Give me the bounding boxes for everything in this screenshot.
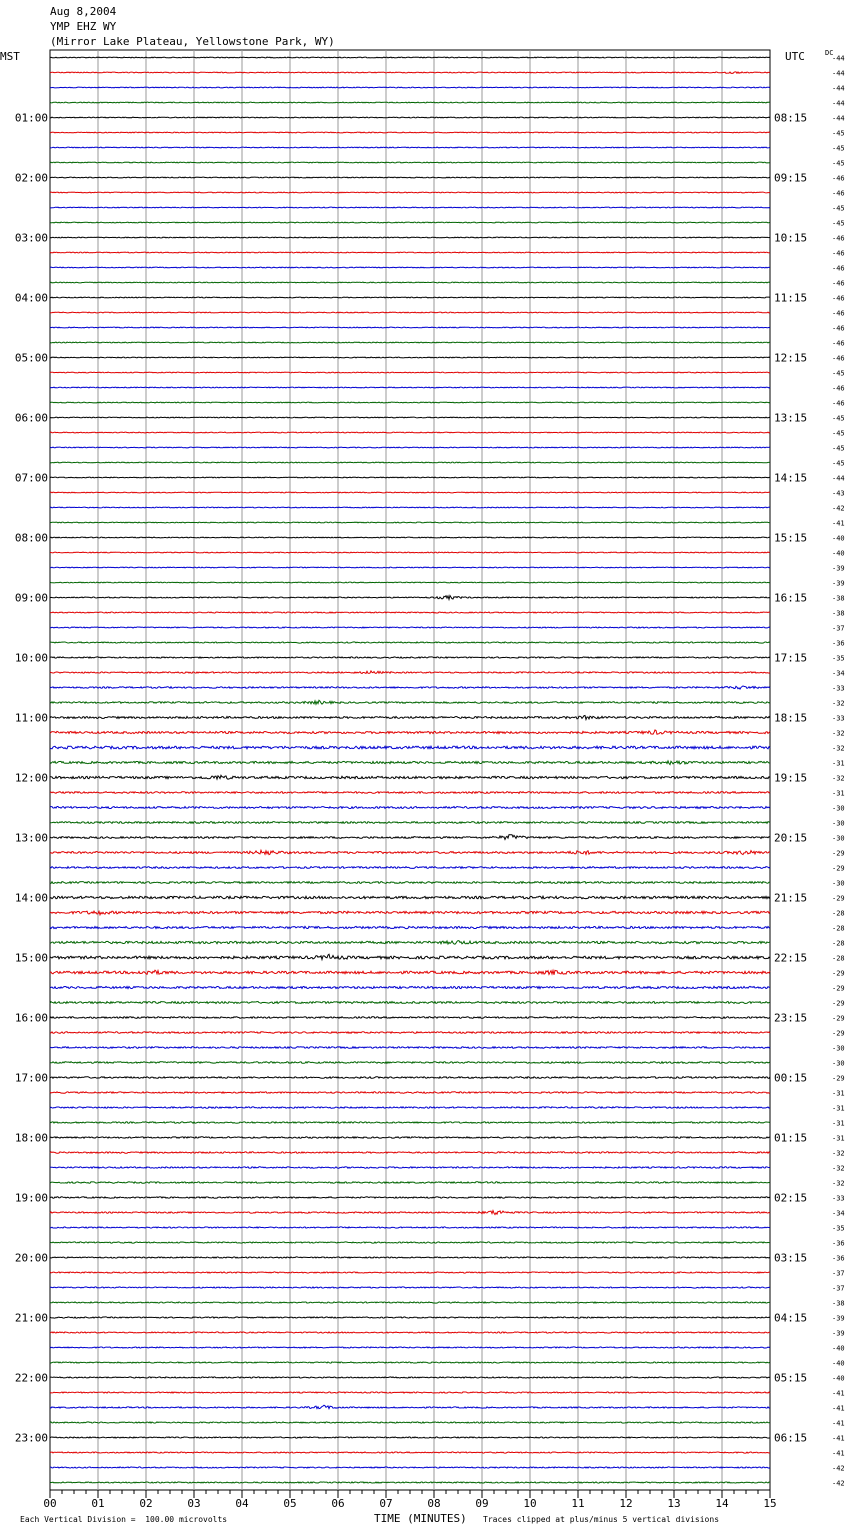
seismic-trace	[50, 1182, 770, 1183]
dc-offset-label: -45	[832, 129, 845, 138]
seismic-trace	[50, 1405, 770, 1409]
dc-offset-label: -41	[832, 1449, 845, 1458]
x-tick-label: 10	[523, 1497, 537, 1510]
seismic-trace	[50, 1227, 770, 1228]
left-time-label: 18:00	[14, 1131, 48, 1145]
right-time-label: 05:15	[774, 1371, 808, 1385]
seismic-trace	[50, 477, 770, 478]
seismic-trace	[50, 1317, 770, 1318]
dc-offset-label: -45	[832, 159, 845, 168]
seismic-trace	[50, 282, 770, 283]
dc-offset-label: -46	[832, 234, 845, 243]
dc-offset-label: -28	[832, 924, 845, 933]
seismic-trace	[50, 342, 770, 343]
right-time-label: 03:15	[774, 1251, 808, 1265]
x-tick-label: 09	[475, 1497, 489, 1510]
left-time-label: 08:00	[14, 531, 48, 545]
seismic-trace	[50, 252, 770, 253]
dc-offset-label: -39	[832, 564, 845, 573]
seismic-trace	[50, 716, 770, 720]
left-time-label: 23:00	[14, 1431, 48, 1445]
seismic-trace	[50, 1017, 770, 1019]
dc-offset-label: -44	[832, 99, 845, 108]
dc-offset-label: -31	[832, 759, 845, 768]
dc-offset-label: -34	[832, 1209, 845, 1218]
right-time-label: 10:15	[774, 231, 808, 245]
dc-offset-label: -32	[832, 1149, 845, 1158]
seismic-trace	[50, 222, 770, 223]
dc-offset-label: -46	[832, 249, 845, 258]
seismic-trace	[50, 807, 770, 809]
dc-offset-label: -46	[832, 384, 845, 393]
seismic-trace	[50, 627, 770, 628]
right-time-label: 19:15	[774, 771, 808, 785]
seismic-trace	[50, 117, 770, 118]
left-time-label: 07:00	[14, 471, 48, 485]
dc-offset-label: -44	[832, 114, 845, 123]
seismic-trace	[50, 700, 770, 704]
right-time-label: 15:15	[774, 531, 808, 545]
left-time-label: 15:00	[14, 951, 48, 965]
seismic-trace	[50, 387, 770, 388]
seismic-trace	[50, 312, 770, 313]
seismic-trace	[50, 552, 770, 553]
dc-offset-label: -45	[832, 414, 845, 423]
right-time-label: 14:15	[774, 471, 808, 485]
seismic-trace	[50, 822, 770, 824]
seismic-trace	[50, 1332, 770, 1333]
seismic-trace	[50, 850, 770, 854]
dc-offset-label: -33	[832, 684, 845, 693]
seismic-trace	[50, 492, 770, 493]
seismic-trace	[50, 792, 770, 794]
dc-offset-label: -39	[832, 579, 845, 588]
dc-offset-label: -30	[832, 819, 845, 828]
seismic-trace	[50, 730, 770, 734]
dc-offset-label: -30	[832, 1044, 845, 1053]
seismic-trace	[50, 954, 770, 959]
seismic-trace	[50, 57, 770, 58]
seismic-trace	[50, 1422, 770, 1423]
seismic-trace	[50, 267, 770, 268]
seismic-trace	[50, 867, 770, 869]
dc-offset-label: -46	[832, 324, 845, 333]
dc-offset-label: -29	[832, 969, 845, 978]
seismic-trace	[50, 612, 770, 613]
dc-offset-label: -33	[832, 1194, 845, 1203]
dc-offset-label: -46	[832, 294, 845, 303]
dc-offset-label: -40	[832, 1374, 845, 1383]
dc-offset-label: -45	[832, 144, 845, 153]
dc-offset-label: -41	[832, 1404, 845, 1413]
x-tick-label: 13	[667, 1497, 681, 1510]
seismic-trace	[50, 507, 770, 508]
dc-offset-label: -42	[832, 1479, 845, 1488]
dc-offset-label: -36	[832, 1254, 845, 1263]
seismic-trace	[50, 162, 770, 163]
header-date: Aug 8,2004	[50, 5, 117, 18]
seismic-trace	[50, 417, 770, 418]
seismic-trace	[50, 596, 770, 600]
seismic-trace	[50, 1002, 770, 1004]
seismic-trace	[50, 1077, 770, 1079]
dc-offset-label: -36	[832, 639, 845, 648]
dc-offset-label: -32	[832, 774, 845, 783]
seismic-trace	[50, 1242, 770, 1243]
left-time-label: 03:00	[14, 231, 48, 245]
right-time-label: 16:15	[774, 591, 808, 605]
dc-offset-label: -35	[832, 1224, 845, 1233]
footer-clip-note: Traces clipped at plus/minus 5 vertical divisions	[483, 1515, 720, 1524]
dc-offset-label: -45	[832, 369, 845, 378]
seismic-trace	[50, 1122, 770, 1123]
left-time-label: 02:00	[14, 171, 48, 185]
dc-offset-label: -41	[832, 1434, 845, 1443]
dc-offset-label: -34	[832, 669, 845, 678]
left-time-label: 19:00	[14, 1191, 48, 1205]
left-time-label: 04:00	[14, 291, 48, 305]
dc-offset-label: -29	[832, 849, 845, 858]
dc-offset-label: -29	[832, 1074, 845, 1083]
seismic-trace	[50, 1047, 770, 1049]
x-tick-label: 14	[715, 1497, 729, 1510]
dc-offset-label: -38	[832, 1299, 845, 1308]
dc-offset-label: -37	[832, 1284, 845, 1293]
left-time-label: 21:00	[14, 1311, 48, 1325]
seismic-trace	[50, 297, 770, 298]
seismic-trace	[50, 1152, 770, 1153]
left-time-label: 09:00	[14, 591, 48, 605]
dc-offset-label: -45	[832, 429, 845, 438]
seismic-trace	[50, 1167, 770, 1168]
seismic-trace	[50, 72, 770, 74]
seismic-trace	[50, 1392, 770, 1393]
dc-offset-label: -29	[832, 864, 845, 873]
header-location: (Mirror Lake Plateau, Yellowstone Park, WY)	[50, 35, 335, 48]
dc-offset-label: -28	[832, 939, 845, 948]
left-time-label: 11:00	[14, 711, 48, 725]
seismic-trace	[50, 657, 770, 658]
seismic-trace	[50, 87, 770, 88]
seismic-trace	[50, 1302, 770, 1303]
right-time-label: 08:15	[774, 111, 808, 125]
x-tick-label: 01	[91, 1497, 105, 1510]
x-tick-label: 07	[379, 1497, 393, 1510]
dc-offset-label: -38	[832, 594, 845, 603]
seismic-trace	[50, 1197, 770, 1198]
seismic-trace	[50, 1107, 770, 1108]
dc-offset-label: -29	[832, 894, 845, 903]
seismic-trace	[50, 1362, 770, 1363]
seismic-trace	[50, 1437, 770, 1438]
x-tick-label: 03	[187, 1497, 201, 1510]
seismic-trace	[50, 1092, 770, 1093]
seismic-trace	[50, 896, 770, 899]
dc-offset-label: -32	[832, 699, 845, 708]
seismic-trace	[50, 207, 770, 208]
dc-offset-label: -31	[832, 789, 845, 798]
dc-offset-label: -46	[832, 279, 845, 288]
dc-offset-label: -46	[832, 309, 845, 318]
seismic-trace	[50, 522, 770, 523]
left-time-label: 13:00	[14, 831, 48, 845]
seismic-trace	[50, 462, 770, 463]
dc-offset-label: -31	[832, 1104, 845, 1113]
dc-offset-label: -40	[832, 1359, 845, 1368]
dc-offset-label: -37	[832, 1269, 845, 1278]
dc-offset-label: -41	[832, 1419, 845, 1428]
seismic-trace	[50, 1137, 770, 1138]
seismic-trace	[50, 1482, 770, 1483]
seismic-trace	[50, 372, 770, 373]
dc-offset-label: -29	[832, 1029, 845, 1038]
seismic-trace	[50, 102, 770, 103]
left-axis-title: MST	[0, 50, 20, 63]
dc-offset-label: -30	[832, 834, 845, 843]
dc-offset-label: -45	[832, 459, 845, 468]
dc-label: DC	[825, 49, 834, 57]
dc-offset-label: -30	[832, 879, 845, 888]
seismic-trace	[50, 642, 770, 643]
left-time-label: 05:00	[14, 351, 48, 365]
dc-offset-label: -32	[832, 729, 845, 738]
dc-offset-label: -43	[832, 489, 845, 498]
dc-offset-label: -40	[832, 1344, 845, 1353]
dc-offset-label: -40	[832, 534, 845, 543]
dc-offset-label: -38	[832, 609, 845, 618]
dc-offset-label: -31	[832, 1119, 845, 1128]
seismic-trace	[50, 432, 770, 433]
dc-offset-label: -46	[832, 174, 845, 183]
right-time-label: 11:15	[774, 291, 808, 305]
seismic-trace	[50, 1032, 770, 1034]
seismic-trace	[50, 882, 770, 884]
right-time-label: 00:15	[774, 1071, 808, 1085]
plot-frame	[50, 50, 770, 1490]
seismic-trace	[50, 775, 770, 779]
footer-vertical-division: Each Vertical Division = 100.00 microvolts	[20, 1515, 228, 1524]
x-tick-label: 15	[763, 1497, 777, 1510]
x-tick-label: 06	[331, 1497, 345, 1510]
dc-offset-label: -32	[832, 744, 845, 753]
right-time-label: 02:15	[774, 1191, 808, 1205]
seismic-trace	[50, 671, 770, 674]
seismic-trace	[50, 447, 770, 448]
seismic-trace	[50, 537, 770, 538]
seismic-trace	[50, 1347, 770, 1348]
dc-offset-label: -45	[832, 444, 845, 453]
seismic-trace	[50, 1211, 770, 1215]
x-axis-title: TIME (MINUTES)	[374, 1512, 467, 1525]
left-time-label: 14:00	[14, 891, 48, 905]
dc-offset-label: -29	[832, 984, 845, 993]
dc-offset-label: -46	[832, 339, 845, 348]
dc-offset-label: -44	[832, 474, 845, 483]
x-tick-label: 00	[43, 1497, 57, 1510]
seismic-trace	[50, 177, 770, 178]
dc-offset-label: -30	[832, 804, 845, 813]
right-time-label: 04:15	[774, 1311, 808, 1325]
dc-offset-label: -30	[832, 1059, 845, 1068]
dc-offset-label: -33	[832, 714, 845, 723]
seismic-trace	[50, 686, 770, 689]
seismic-trace	[50, 926, 770, 928]
dc-offset-label: -29	[832, 999, 845, 1008]
seismic-trace	[50, 357, 770, 358]
right-time-label: 18:15	[774, 711, 808, 725]
right-time-label: 20:15	[774, 831, 808, 845]
dc-offset-label: -36	[832, 1239, 845, 1248]
dc-offset-label: -42	[832, 1464, 845, 1473]
seismic-trace	[50, 327, 770, 328]
seismic-trace	[50, 986, 770, 988]
dc-offset-label: -32	[832, 1179, 845, 1188]
left-time-label: 12:00	[14, 771, 48, 785]
left-time-label: 01:00	[14, 111, 48, 125]
dc-offset-label: -46	[832, 354, 845, 363]
x-tick-label: 05	[283, 1497, 297, 1510]
seismic-trace	[50, 1467, 770, 1468]
dc-offset-label: -46	[832, 264, 845, 273]
dc-offset-label: -45	[832, 204, 845, 213]
dc-offset-label: -39	[832, 1314, 845, 1323]
seismic-trace	[50, 147, 770, 148]
dc-offset-label: -41	[832, 1389, 845, 1398]
dc-offset-label: -29	[832, 1014, 845, 1023]
dc-offset-label: -44	[832, 84, 845, 93]
dc-offset-label: -46	[832, 399, 845, 408]
seismic-trace	[50, 1287, 770, 1288]
seismic-trace	[50, 582, 770, 583]
dc-offset-label: -46	[832, 189, 845, 198]
dc-offset-label: -45	[832, 219, 845, 228]
left-time-label: 06:00	[14, 411, 48, 425]
dc-offset-label: -31	[832, 1134, 845, 1143]
seismic-trace	[50, 970, 770, 975]
x-tick-label: 08	[427, 1497, 441, 1510]
seismic-trace	[50, 237, 770, 238]
seismic-trace	[50, 567, 770, 568]
left-time-label: 10:00	[14, 651, 48, 665]
dc-offset-label: -32	[832, 1164, 845, 1173]
left-time-label: 20:00	[14, 1251, 48, 1265]
dc-offset-label: -44	[832, 54, 845, 63]
seismic-trace	[50, 941, 770, 945]
right-time-label: 12:15	[774, 351, 808, 365]
seismic-trace	[50, 1377, 770, 1378]
seismic-trace	[50, 192, 770, 193]
dc-offset-label: -35	[832, 654, 845, 663]
right-time-label: 21:15	[774, 891, 808, 905]
dc-offset-label: -42	[832, 504, 845, 513]
seismic-trace	[50, 835, 770, 840]
left-time-label: 22:00	[14, 1371, 48, 1385]
seismic-trace	[50, 1062, 770, 1064]
x-tick-label: 04	[235, 1497, 249, 1510]
dc-offset-label: -28	[832, 954, 845, 963]
right-time-label: 23:15	[774, 1011, 808, 1025]
seismic-trace	[50, 1257, 770, 1258]
dc-offset-label: -28	[832, 909, 845, 918]
x-tick-label: 12	[619, 1497, 633, 1510]
seismic-trace	[50, 402, 770, 403]
right-time-label: 09:15	[774, 171, 808, 185]
left-time-label: 16:00	[14, 1011, 48, 1025]
seismic-trace	[50, 1272, 770, 1273]
x-tick-label: 02	[139, 1497, 153, 1510]
right-time-label: 13:15	[774, 411, 808, 425]
right-time-label: 22:15	[774, 951, 808, 965]
dc-offset-label: -41	[832, 519, 845, 528]
dc-offset-label: -40	[832, 549, 845, 558]
dc-offset-label: -37	[832, 624, 845, 633]
dc-offset-label: -44	[832, 69, 845, 78]
seismic-trace	[50, 132, 770, 133]
dc-offset-label: -31	[832, 1089, 845, 1098]
seismic-trace	[50, 761, 770, 765]
seismic-trace	[50, 746, 770, 749]
right-axis-title: UTC	[785, 50, 805, 63]
seismic-trace	[50, 1452, 770, 1453]
left-time-label: 17:00	[14, 1071, 48, 1085]
x-tick-label: 11	[571, 1497, 585, 1510]
dc-offset-label: -39	[832, 1329, 845, 1338]
right-time-label: 01:15	[774, 1131, 808, 1145]
seismic-trace	[50, 911, 770, 915]
right-time-label: 06:15	[774, 1431, 808, 1445]
header-station: YMP EHZ WY	[50, 20, 117, 33]
right-time-label: 17:15	[774, 651, 808, 665]
